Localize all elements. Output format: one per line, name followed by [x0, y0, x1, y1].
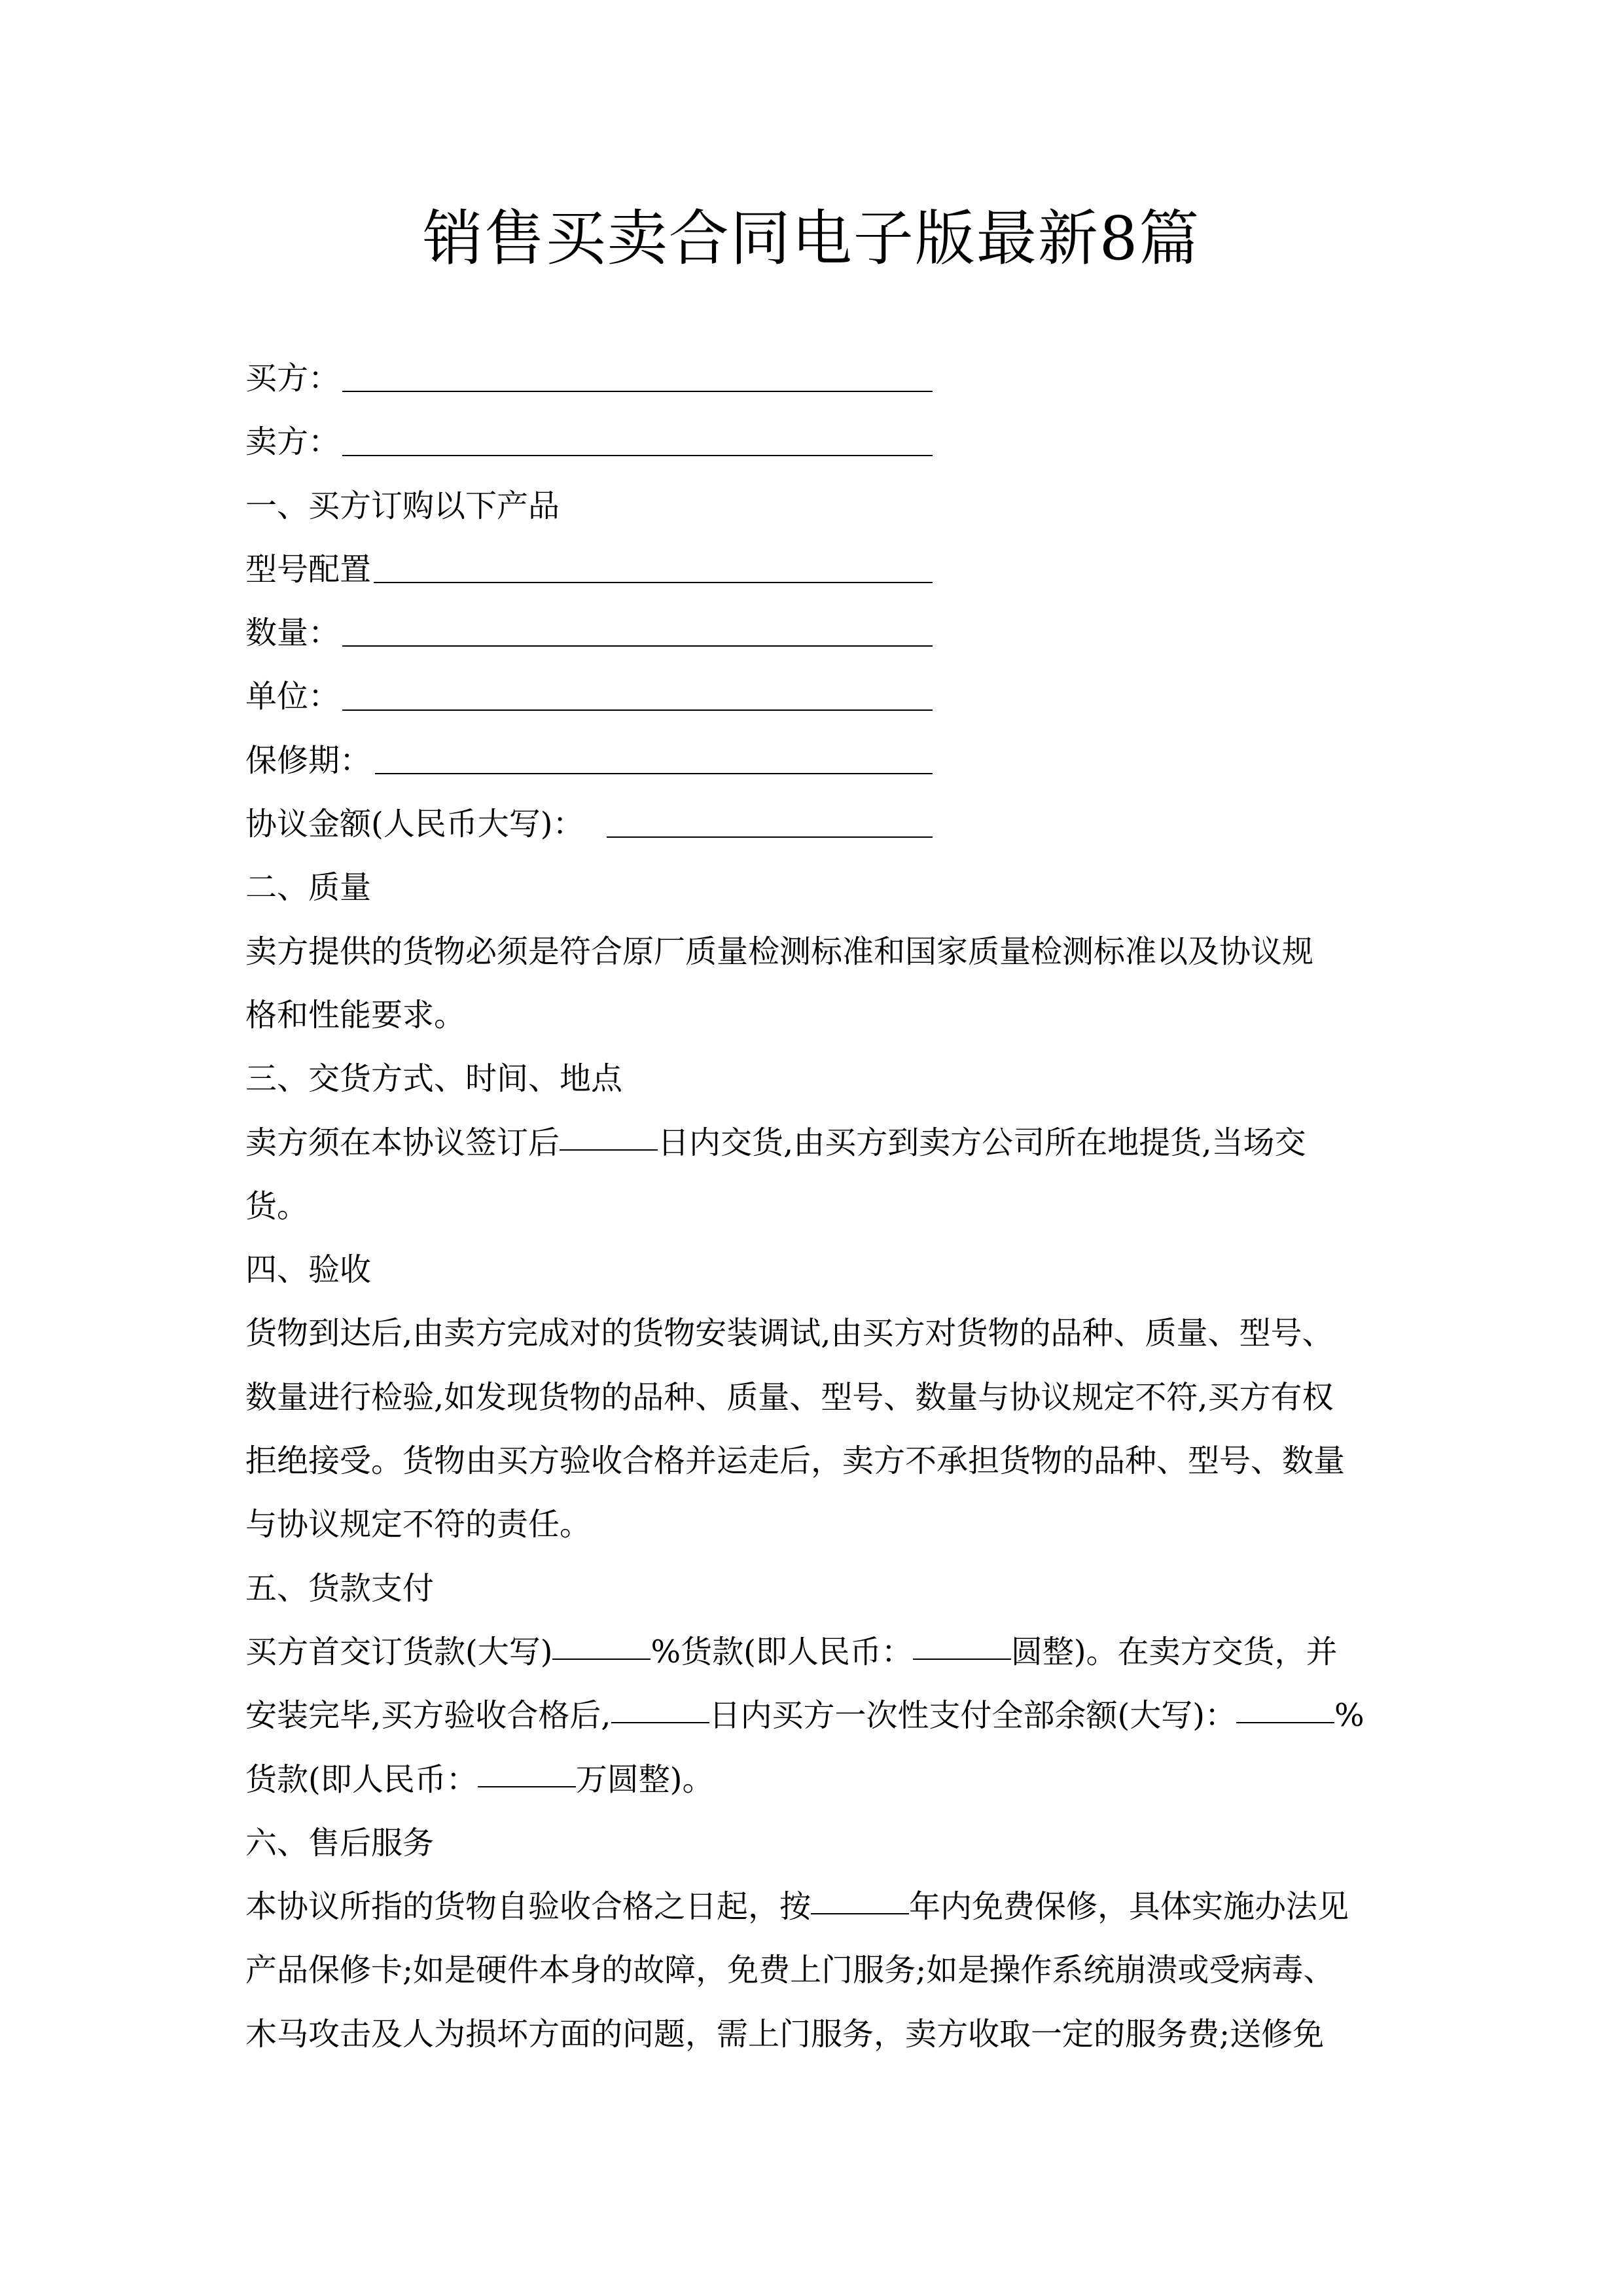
buyer-blank[interactable]	[342, 391, 933, 392]
seller-field	[245, 410, 1384, 474]
section-6-text-line-3: 木马攻击及人为损坏方面的问题，需上门服务，卖方收取一定的服务费;送修免	[245, 2015, 1325, 2053]
unit-label: 单位：	[245, 678, 340, 715]
section-4-text-line-2: 数量进行检验,如发现货物的品种、质量、型号、数量与协议规定不符,买方有权	[245, 1378, 1334, 1416]
document-title: 销售买卖合同电子版最新8篇	[422, 204, 1201, 274]
model-config-field	[245, 538, 1384, 601]
buyer-label: 买方：	[245, 360, 340, 397]
balance-percent-blank[interactable]	[1236, 1721, 1334, 1723]
section-2-heading: 二、质量	[245, 869, 372, 906]
section-5-text-3b: 万圆整)。	[575, 1761, 714, 1798]
quantity-field	[245, 601, 1384, 665]
section-5-text-3a: 货款(即人民币：	[245, 1761, 478, 1798]
model-config-label: 型号配置	[245, 550, 372, 588]
section-4-heading: 四、验收	[245, 1251, 372, 1289]
section-5-heading: 五、货款支付	[245, 1570, 435, 1607]
section-2-text-line-2: 格和性能要求。	[245, 996, 466, 1033]
section-4-text-line-1: 货物到达后,由卖方完成对的货物安装调试,由买方对货物的品种、质量、型号、	[245, 1315, 1334, 1352]
section-5-text-2c: %	[1334, 1697, 1364, 1734]
quantity-blank[interactable]	[342, 645, 933, 647]
section-5-text-1a: 买方首交订货款(大写)	[245, 1633, 553, 1670]
model-config-blank[interactable]	[374, 582, 933, 583]
unit-blank[interactable]	[342, 709, 933, 711]
section-6-text-1b: 年内免费保修，具体实施办法见	[909, 1888, 1349, 1926]
section-5-text-line-1	[245, 1621, 1384, 1684]
section-4-text-line-3: 拒绝接受。货物由买方验收合格并运走后，卖方不承担货物的品种、型号、数量	[245, 1443, 1346, 1480]
balance-days-blank[interactable]	[611, 1721, 709, 1723]
section-5-text-1c: 圆整)。在卖方交货，并	[1010, 1633, 1338, 1670]
section-5-text-line-3	[245, 1748, 1384, 1812]
section-3-heading: 三、交货方式、时间、地点	[245, 1060, 623, 1098]
balance-amount-blank[interactable]	[478, 1785, 576, 1787]
section-3-text-line-1	[245, 1111, 1384, 1175]
section-5-text-1b: %货款(即人民币：	[651, 1633, 913, 1670]
section-6-heading: 六、售后服务	[245, 1824, 435, 1861]
buyer-field	[245, 347, 1384, 410]
delivery-days-blank[interactable]	[560, 1149, 658, 1151]
section-5-text-2a: 安装完毕,买方验收合格后,	[245, 1697, 611, 1734]
section-5-text-line-2	[245, 1684, 1384, 1748]
down-payment-amount-blank[interactable]	[913, 1658, 1011, 1660]
section-3-text-line-2: 货。	[245, 1187, 309, 1225]
seller-label: 卖方：	[245, 423, 340, 461]
down-payment-percent-blank[interactable]	[552, 1658, 651, 1660]
section-1-heading: 一、买方订购以下产品	[245, 487, 560, 524]
warranty-years-blank[interactable]	[811, 1912, 909, 1914]
contract-amount-blank[interactable]	[607, 836, 933, 838]
quantity-label: 数量：	[245, 615, 340, 652]
section-6-text-line-1	[245, 1875, 1384, 1939]
warranty-blank[interactable]	[375, 773, 933, 774]
section-2-text-line-1: 卖方提供的货物必须是符合原厂质量检测标准和国家质量检测标准以及协议规	[245, 933, 1314, 970]
section-4-text-line-4: 与协议规定不符的责任。	[245, 1506, 592, 1543]
section-3-text-b: 日内交货,由买方到卖方公司所在地提货,当场交	[658, 1124, 1306, 1161]
seller-blank[interactable]	[342, 455, 933, 456]
unit-field	[245, 665, 1384, 728]
section-3-text-a: 卖方须在本协议签订后	[245, 1124, 560, 1161]
contract-amount-field	[245, 793, 1384, 856]
document-body	[245, 347, 1384, 2066]
contract-amount-label: 协议金额(人民币大写)：	[245, 806, 584, 843]
warranty-field	[245, 729, 1384, 793]
section-6-text-1a: 本协议所指的货物自验收合格之日起，按	[245, 1888, 812, 1926]
section-6-text-line-2: 产品保修卡;如是硬件本身的故障，免费上门服务;如是操作系统崩溃或受病毒、	[245, 1952, 1335, 1989]
warranty-label: 保修期：	[245, 742, 372, 779]
section-5-text-2b: 日内买方一次性支付全部余额(大写)：	[709, 1697, 1236, 1734]
